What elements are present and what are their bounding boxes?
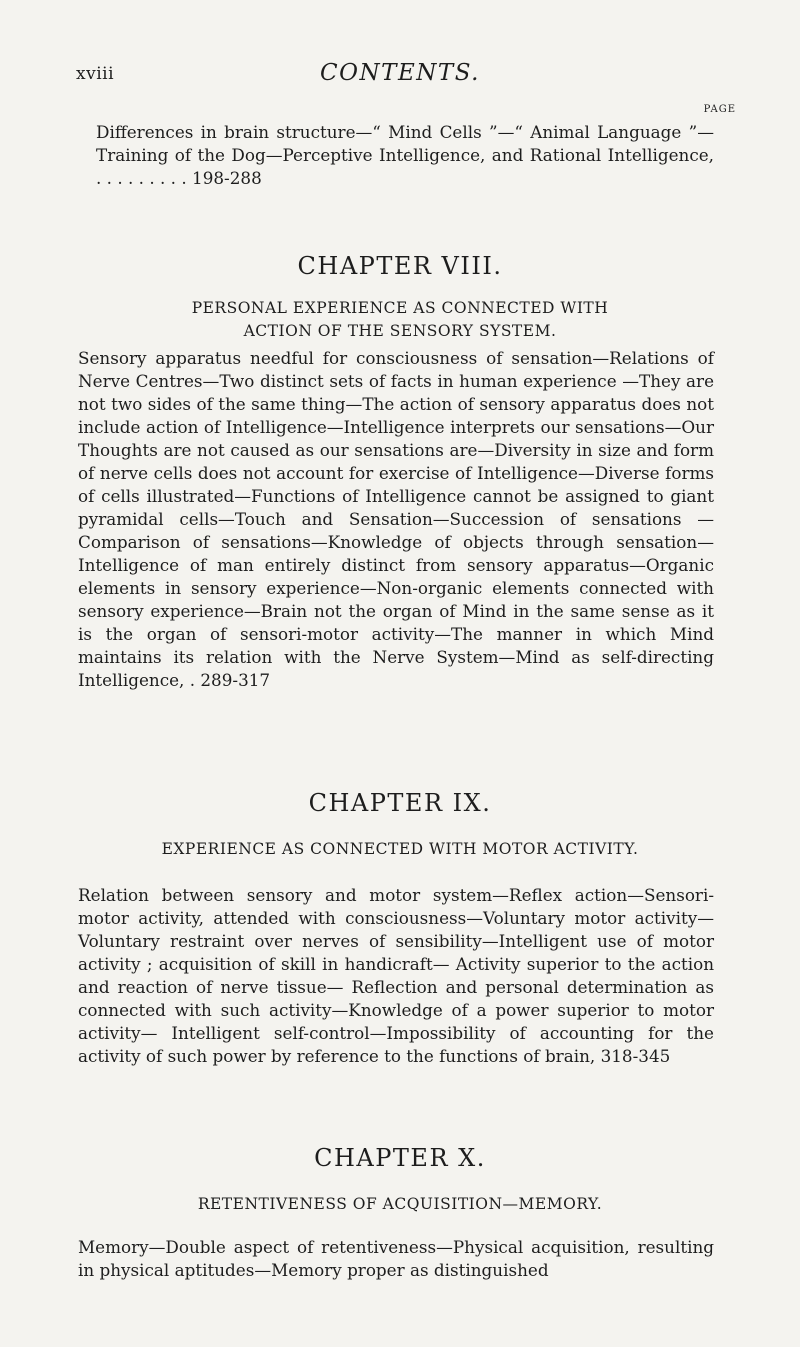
entry-pages: 198-288 xyxy=(192,168,262,188)
chapter-title: CHAPTER IX. xyxy=(308,789,492,817)
entry-text: Memory—Double aspect of retentiveness—Physical acquisition, resulting in physical aptitudes—Memory proper as distinguished xyxy=(78,1237,714,1280)
contents-entry xyxy=(78,884,714,1068)
chapter-subtitle: RETENTIVENESS OF ACQUISITION—MEMORY. xyxy=(197,1195,603,1213)
entry-text: Sensory apparatus needful for consciousness of sensation—Relations of Nerve Centres—Two distinct sets of facts in human experience —They are not two sides of the same thing—The action of sensory apparatus does not include action of Intelligence—Intelligence interprets our sensations—Our Thoughts are not caused as our sensations are—Diversity in size and form of nerve cells does not account for exercise of Intelligence—Diverse forms of cells illustrated—Functions of Intelligence cannot be assigned to giant pyramidal cells—Touch and Sensation—Succession of sensations —Comparison of sensations—Knowledge of objects through sensation—Intelligence of man entirely distinct from sensory apparatus—Organic elements in sensory experience—Non-organic elements connected with sensory experience—Brain not the organ of Mind in the same sense as it is the organ of sensori-motor activity—The manner in which Mind maintains its relation with the Nerve System—Mind as self-directing Intelligence, . xyxy=(78,348,714,690)
entry-pages: 289-317 xyxy=(200,670,271,690)
chapter-subtitle: EXPERIENCE AS CONNECTED WITH MOTOR ACTIVITY. xyxy=(161,840,639,858)
chapter-title: CHAPTER VIII. xyxy=(297,252,503,280)
contents-entry xyxy=(78,347,714,692)
page-column-label: PAGE xyxy=(703,104,736,115)
entry-text: Differences in brain structure—“ Mind Cells ”—“ Animal Language ”—Training of the Dog—Perceptive Intelligence, and Rational Intelligence, . . . . . . . . . xyxy=(96,122,714,188)
chapter-subtitle: PERSONAL EXPERIENCE AS CONNECTED WITH ACTION OF THE SENSORY SYSTEM. xyxy=(191,299,609,340)
page-folio: xviii xyxy=(76,64,115,84)
chapter-title: CHAPTER X. xyxy=(314,1144,486,1172)
running-head: CONTENTS. xyxy=(320,60,480,86)
entry-text: Relation between sensory and motor system—Reflex action—Sensori-motor activity, attended with consciousness—Voluntary motor activity—Voluntary restraint over nerves of sensibility—Intelligent use of motor activity ; acquisition of skill in handicraft— Activity superior to the action and reaction of nerve tissue— Reflection and personal determination as connected with such activity—Knowledge of a power superior to motor activity— Intelligent self-control—Impossibility of accounting for the activity of such power by reference to the functions of brain, xyxy=(78,885,714,1066)
entry-pages: 318-345 xyxy=(600,1046,671,1066)
contents-entry xyxy=(96,121,714,190)
contents-entry xyxy=(78,1236,714,1282)
